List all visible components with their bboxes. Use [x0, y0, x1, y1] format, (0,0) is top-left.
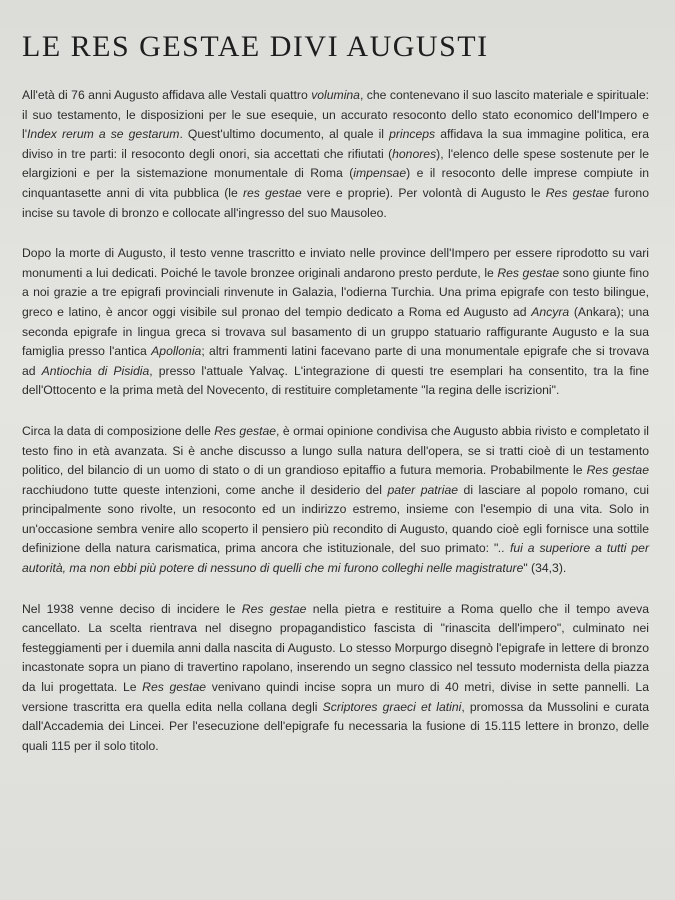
- italic-text-run: Res gestae: [214, 423, 277, 438]
- text-run: vere e proprie). Per volontà di Augusto le: [301, 185, 546, 200]
- italic-text-run: pater patriae: [387, 482, 459, 497]
- paragraph-1: [22, 86, 649, 223]
- italic-text-run: honores: [392, 146, 437, 161]
- italic-text-run: Index rerum a se gestarum: [27, 127, 180, 142]
- paragraph-2: [22, 244, 649, 401]
- italic-text-run: Res gestae: [545, 185, 610, 200]
- italic-text-run: .. fui a superiore a tutti per autorità, ma non ebbi più potere di nessuno di quelli che mi furono colleghi nelle magistrature: [22, 541, 650, 576]
- text-run: sono giunte fino a noi grazie a tre epigrafi provinciali rinvenute in Galazia, l'odierna Turchia. Una prima epigrafe con testo bilingue, greco e latino, è ancor oggi visibile sul pronao del tempio dedicato a Roma ed Augusto ad: [22, 265, 649, 319]
- italic-text-run: impensae: [353, 166, 407, 181]
- paragraph-3: [22, 422, 649, 579]
- italic-text-run: princeps: [389, 127, 436, 142]
- italic-text-run: Apollonia: [151, 344, 202, 359]
- italic-text-run: Res gestae: [586, 463, 649, 478]
- text-run: , è ormai opinione condivisa che Augusto abbia rivisto e completato il testo fino in età avanzata. Si è anche discusso a lungo sulla natura dell'opera, se si tratti cioè di un testamento politico, del bilancio di un uomo di stato o di un grandioso epitaffio a futura memoria. Probabilmente le: [22, 423, 649, 478]
- italic-text-run: volumina: [311, 88, 360, 102]
- text-run: Dopo la morte di Augusto, il testo venne trascritto e inviato nelle province dell'Impero per essere riprodotto su vari monumenti a lui dedicati. Poiché le tavole bronzee originali andarono presto perdute, le: [22, 246, 649, 280]
- italic-text-run: Ancyra: [531, 304, 570, 319]
- text-run: ) e il resoconto delle imprese compiute in cinquantasette anni di vita pubblica (le: [22, 166, 649, 200]
- paragraph-4: [22, 600, 649, 757]
- text-run: venivano quindi incise sopra un muro di 40 metri, divise in sette pannelli. La versione trascritta era quella edita nella collana degli: [22, 680, 649, 714]
- text-run: . Quest'ultimo documento, al quale il: [179, 127, 390, 142]
- italic-text-run: Res gestae: [241, 601, 307, 616]
- text-run: , che contenevano il suo lascito materiale e spirituale: il suo testamento, le disposizioni per le sue esequie, un accurato resoconto dello stato economico dell'Impero e l': [22, 88, 649, 142]
- text-run: , presso l'attuale Yalvaç. L'integrazione di questi tre esemplari ha consentito, tra la fine dell'Ottocento e la prima metà del Novecento, di restituire completamente "la regina delle iscrizioni".: [22, 363, 649, 398]
- text-run: affidava la sua immagine politica, era diviso in tre parti: il resoconto degli onori, sia accettati che rifiutati (: [22, 127, 649, 161]
- text-run: " (34,3).: [523, 561, 567, 576]
- italic-text-run: Antiochia di Pisidia: [41, 363, 150, 378]
- text-run: di lasciare al popolo romano, cui principalmente sono rivolte, un resoconto ed un indirizzo estremo, insieme con l'esempio di una vita. Solo in un'occasione sembra venire allo scoperto il pensiero più recondito di Augusto, quando cioè egli fornisce una sottile definizione della natura carismatica, prima ancora che istituzionale, del suo primato: ": [22, 482, 650, 556]
- text-run: All'età di 76 anni Augusto affidava alle Vestali quattro: [22, 88, 312, 102]
- text-run: ; altri frammenti latini facevano parte di una monumentale epigrafe che si trovava ad: [22, 344, 649, 378]
- text-run: furono incise su tavole di bronzo e collocate all'ingresso del suo Mausoleo.: [22, 185, 649, 220]
- text-run: nella pietra e restituire a Roma quello che il tempo aveva cancellato. La scelta rientrava nel disegno propagandistico fascista di "rinascita dell'impero", culminato nei festeggiamenti per i duemila anni dalla nascita di Augusto. Lo stesso Morpurgo disegnò l'epigrafe in lettere di bronzo incastonate sopra un piano di travertino rapolano, inserendo un segno classico nel tessuto modernista della piazza da lui progettata. Le: [22, 601, 649, 695]
- text-run: , promossa da Mussolini e curata dall'Accademia dei Lincei. Per l'esecuzione dell'epigrafe fu necessaria la fusione di 15.115 lettere in bronzo, delle quali 115 per il solo titolo.: [22, 699, 649, 753]
- italic-text-run: Res gestae: [142, 680, 207, 695]
- text-run: Circa la data di composizione delle: [22, 423, 215, 438]
- page-title: LE RES GESTAE DIVI AUGUSTI: [22, 30, 489, 63]
- text-run: ), l'elenco delle spese sostenute per le elargizioni e per la sistemazione monumentale di Roma (: [22, 146, 649, 181]
- text-run: racchiudono tutte queste intenzioni, come anche il desiderio del: [22, 482, 388, 497]
- text-run: Nel 1938 venne deciso di incidere le: [22, 601, 242, 616]
- italic-text-run: Res gestae: [497, 265, 560, 280]
- italic-text-run: res gestae: [242, 185, 302, 200]
- text-run: (Ankara); una seconda epigrafe in lingua greca si trovava sul basamento di un gruppo statuario raffigurante Augusto e la sua famiglia presso l'antica: [22, 304, 649, 359]
- italic-text-run: Scriptores graeci et latini: [322, 699, 462, 714]
